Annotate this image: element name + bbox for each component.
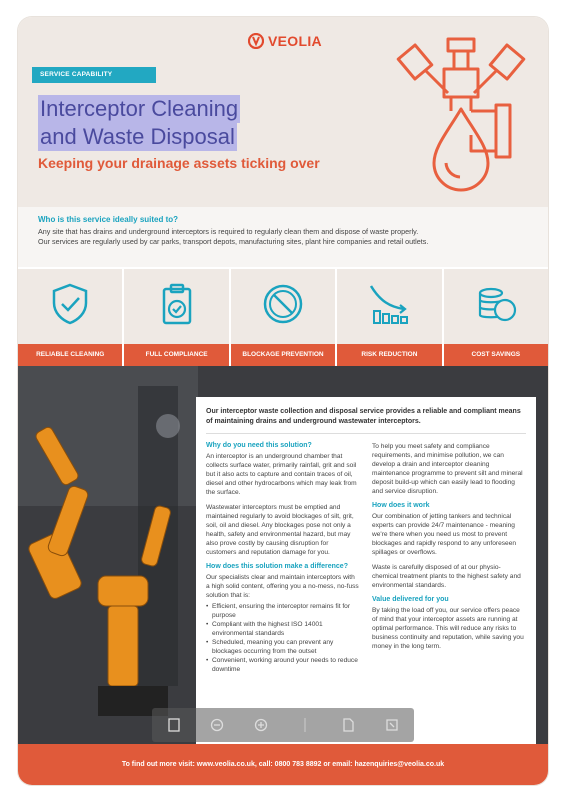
paragraph: Wastewater interceptors must be emptied and maintained regularly to avoid blockages of silt, grit, soil, oil and diesel. Any blockages pose not only a health, safety and environmental hazard, but may also prove costly by causing disruption for customers and reputation damage for you. [206, 504, 354, 556]
section-heading: Why do you need this solution? [206, 442, 312, 449]
page-subtitle: Keeping your drainage assets ticking over [38, 155, 320, 171]
service-capability-badge: SERVICE CAPABILITY [32, 67, 156, 83]
footer-contact: To find out more visit: www.veolia.co.uk, call: 0800 783 8892 or email: hazenquiries@veolia.co.uk [18, 744, 548, 785]
clipboard-check-icon [154, 281, 200, 327]
page-view-icon[interactable] [166, 717, 182, 733]
list-item: • Efficient, ensuring the interceptor remains fit for purpose [206, 602, 360, 620]
veolia-logo [248, 33, 322, 49]
paragraph: An interceptor is an underground chamber that collects surface water, primarily rainfall, grit and soil but it also acts to capture and contain traces of oil, diesel and other hydrocarbons which may leak from the surface. [206, 453, 357, 496]
content-card [196, 397, 536, 744]
page-title [38, 95, 240, 151]
zoom-out-icon[interactable] [209, 717, 225, 733]
veolia-logo-icon [248, 33, 264, 49]
benefits-band [18, 269, 548, 366]
benefit-label: COST SAVINGS [444, 344, 548, 366]
declining-chart-icon [366, 281, 412, 327]
paragraph: Our combination of jetting tankers and technical experts can provide 24/7 maintenance - meaning we're there when you need us most to prevent blockages and rapidly respond to any unforeseen spillages or overflows. [372, 513, 517, 556]
section-heading: How does it work [372, 502, 430, 509]
benefit-label: RISK REDUCTION [337, 344, 441, 366]
divider [297, 717, 313, 733]
brand-name: VEOLIA [268, 33, 322, 49]
left-column [206, 442, 360, 674]
benefit-label: RELIABLE CLEANING [18, 344, 122, 366]
benefit-label: BLOCKAGE PREVENTION [231, 344, 335, 366]
paragraph: By taking the load off you, our service offers peace of mind that your interceptor assets are running at optimal performance. This will reduce any risks to business continuity and reputation, while saving you money in the long term. [372, 607, 524, 650]
benefit-full-compliance [124, 269, 230, 366]
paragraph: To help you meet safety and compliance requirements, and minimise pollution, we can develop a drain and interceptor cleaning maintenance programme to prevent silt and mineral deposit build-up which can easily lead to flooding and service disruption. [372, 443, 523, 495]
prohibited-icon [260, 281, 306, 327]
shield-check-icon [47, 281, 93, 327]
paragraph: Our specialists clear and maintain interceptors with a high solid content, offering you a no-mess, no-fuss solution that is: [206, 574, 359, 599]
benefit-blockage-prevention [231, 269, 337, 366]
benefit-list [206, 602, 360, 674]
who-section [18, 207, 548, 267]
content-columns [206, 442, 526, 674]
benefit-reliable-cleaning [18, 269, 124, 366]
fit-page-icon[interactable] [384, 717, 400, 733]
coins-icon [473, 281, 519, 327]
zoom-in-icon[interactable] [253, 717, 269, 733]
intro-text: Our interceptor waste collection and disposal service provides a reliable and compliant means of maintaining drains and underground wastewater interceptors. [206, 407, 526, 434]
title-line-2: and Waste Disposal [40, 124, 235, 149]
list-item: • Convenient, working around your needs to reduce downtime [206, 656, 360, 674]
benefit-label: FULL COMPLIANCE [124, 344, 228, 366]
who-line-1: Any site that has drains and underground interceptors is required to regularly clean them and dispose of waste properly. [38, 227, 419, 236]
who-heading: Who is this service ideally suited to? [38, 215, 179, 224]
who-line-2: Our services are regularly used by car parks, transport depots, manufacturing sites, plant hire companies and retail outlets. [38, 237, 429, 246]
section-heading: How does this solution make a difference? [206, 563, 348, 570]
paragraph: Waste is carefully disposed of at our physio-chemical treatment plants to the highest safety and environmental standards. [372, 564, 521, 589]
list-item: • Compliant with the highest ISO 14001 environmental standards [206, 620, 360, 638]
right-column [372, 442, 526, 674]
title-line-1: Interceptor Cleaning [40, 96, 239, 121]
list-item: • Scheduled, meaning you can prevent any blockages occurring from the outset [206, 638, 360, 656]
header [18, 17, 548, 207]
document-page [18, 17, 548, 785]
benefit-risk-reduction [337, 269, 443, 366]
document-icon[interactable] [340, 717, 356, 733]
section-heading: Value delivered for you [372, 596, 449, 603]
viewer-toolbar [152, 708, 414, 742]
pipe-drop-icon [396, 35, 526, 200]
benefit-cost-savings [444, 269, 548, 366]
